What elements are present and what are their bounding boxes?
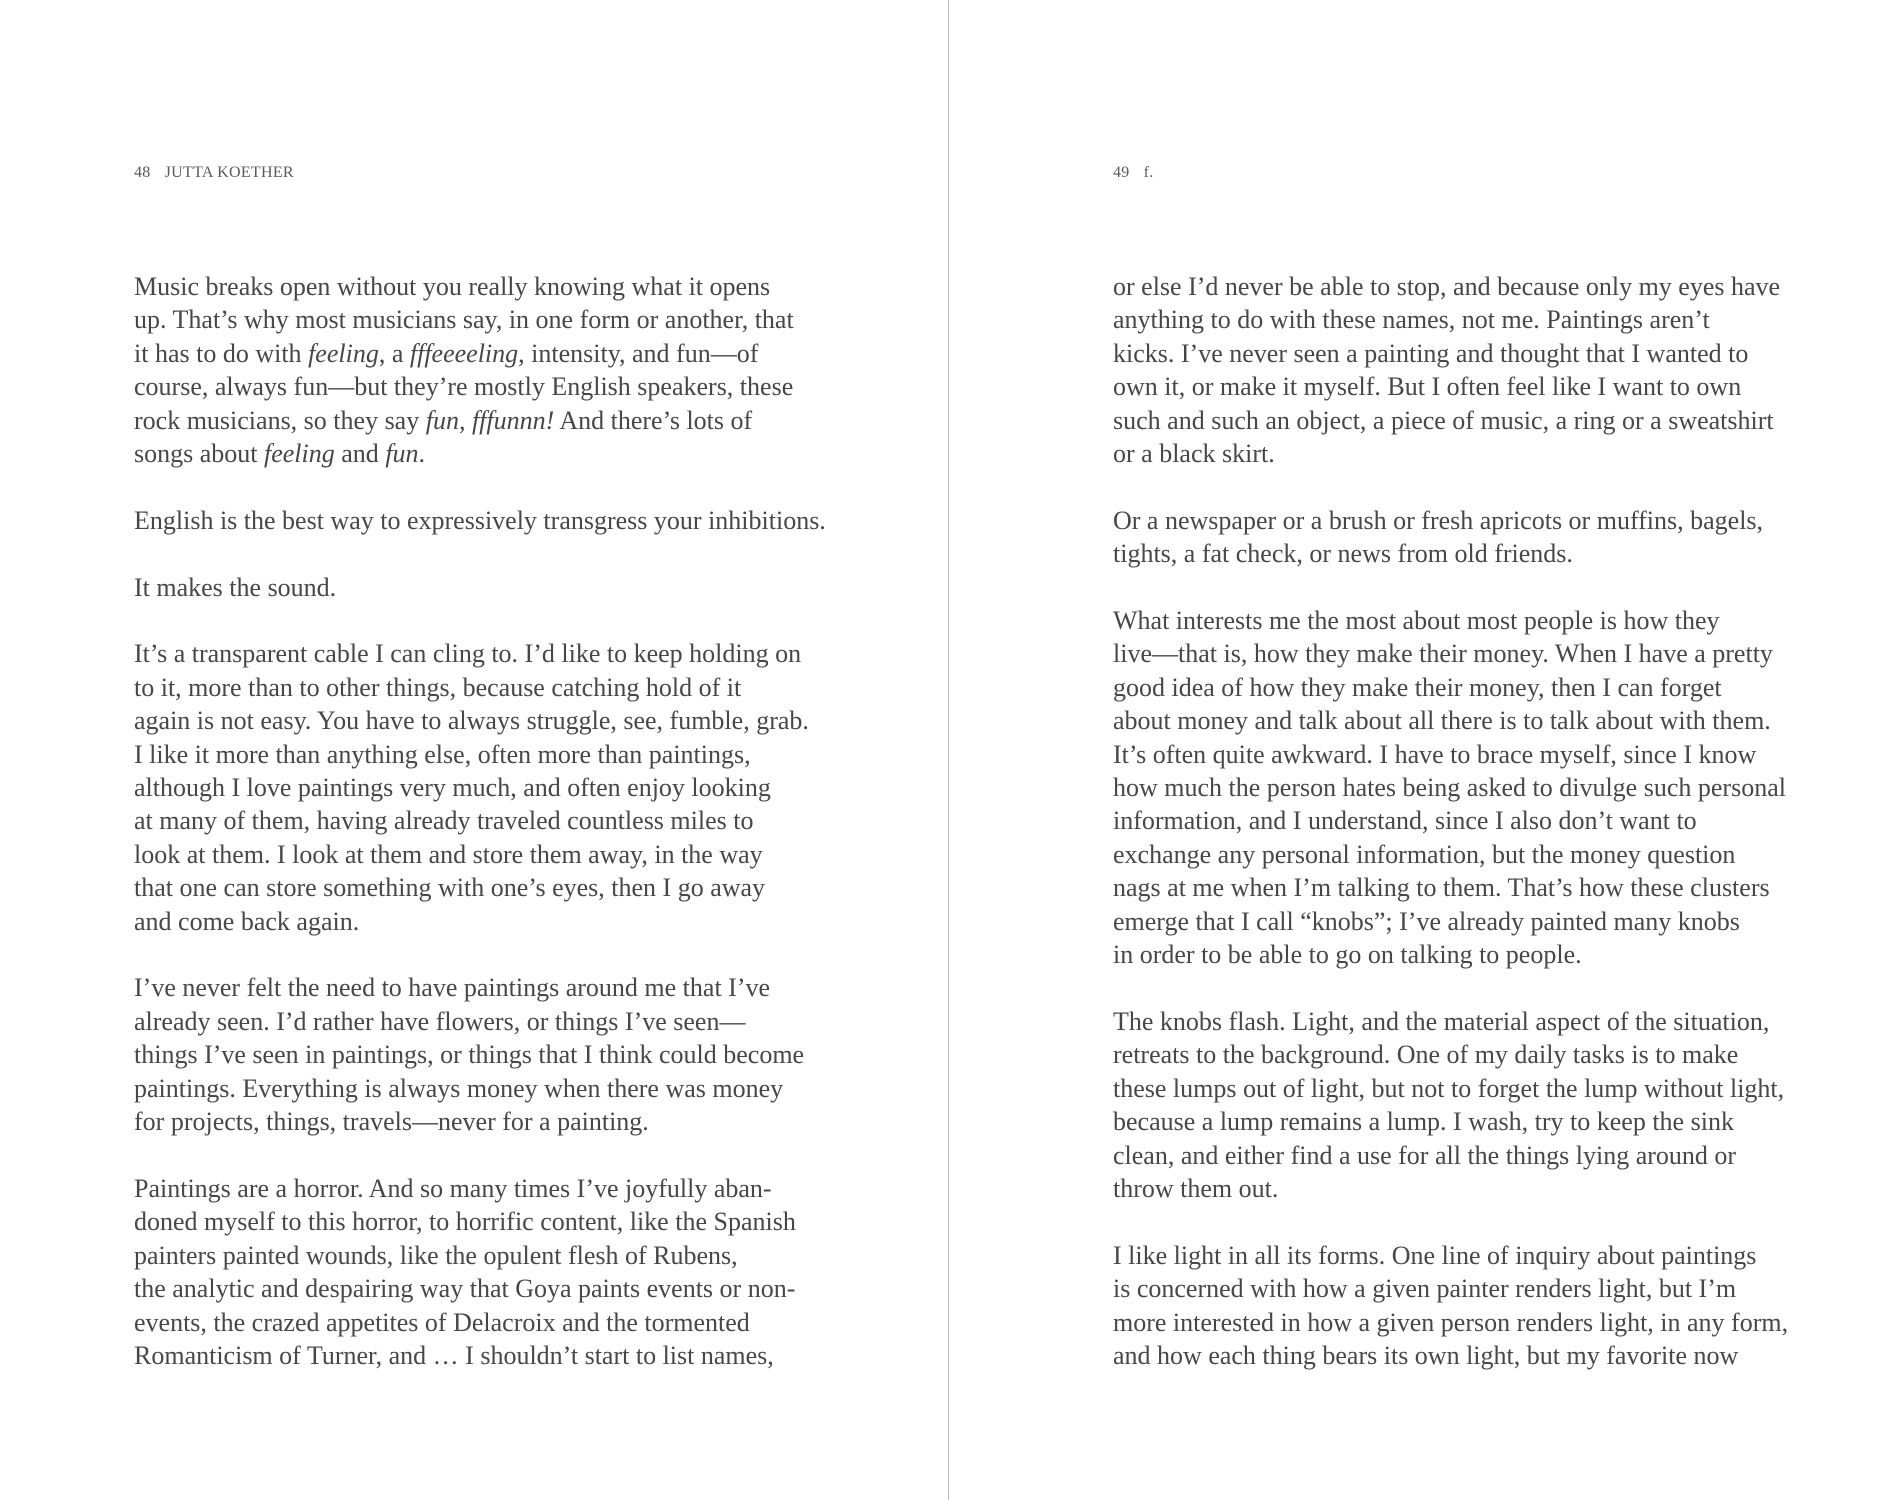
text-line: already seen. I’d rather have flowers, or things I’ve seen— (134, 1006, 746, 1036)
text-line: look at them. I look at them and store them away, in the way (134, 839, 763, 869)
text-line: although I love paintings very much, and often enjoy looking (134, 773, 771, 803)
italic-word: fun, fffunnn! (425, 405, 555, 435)
right-page (949, 0, 1894, 1500)
text-line: I like light in all its forms. One line of inquiry about paintings (1113, 1240, 1757, 1270)
text-line: information, and I understand, since I also don’t want to (1113, 806, 1697, 836)
text-line: about money and talk about all there is to talk about with them. (1113, 706, 1771, 736)
text-line (134, 437, 794, 470)
right-page-body (1113, 270, 1789, 1406)
text-line: It’s a transparent cable I can cling to. I’d like to keep holding on (134, 639, 802, 669)
text-line: that one can store something with one’s eyes, then I go away (134, 873, 766, 903)
text-line: the analytic and despairing way that Goya paints events or non- (134, 1274, 796, 1304)
text-line: throw them out. (1113, 1173, 1279, 1203)
text-line: What interests me the most about most people is how they (1113, 606, 1720, 636)
text-line: painters painted wounds, like the opulent flesh of Rubens, (134, 1240, 738, 1270)
text-line: exchange any personal information, but the money question (1113, 839, 1736, 869)
text-line: It’s often quite awkward. I have to brace myself, since I know (1113, 739, 1757, 769)
paragraph-4 (134, 637, 809, 938)
text-line: and come back again. (134, 906, 360, 936)
text-line: things I’ve seen in paintings, or things that I think could become (134, 1040, 805, 1070)
running-head-right (1113, 164, 1154, 182)
running-head-left (134, 164, 294, 182)
text-line: these lumps out of light, but not to forget the lump without light, (1113, 1073, 1785, 1103)
text-line: I like it more than anything else, often more than paintings, (134, 739, 751, 769)
text-line: more interested in how a given person renders light, in any form, (1113, 1307, 1789, 1337)
text-line: Or a newspaper or a brush or fresh apricots or muffins, bagels, (1113, 505, 1764, 535)
text-line: kicks. I’ve never seen a painting and thought that I wanted to (1113, 338, 1749, 368)
paragraph-3 (134, 571, 794, 604)
text-line: or a black skirt. (1113, 439, 1275, 469)
paragraph-5 (134, 971, 805, 1138)
text-line (134, 404, 794, 437)
text-line: The knobs flash. Light, and the material aspect of the situation, (1113, 1006, 1770, 1036)
text-line: paintings. Everything is always money when there was money (134, 1073, 784, 1103)
text-line: emerge that I call “knobs”; I’ve already painted many knobs (1113, 906, 1740, 936)
text-line: how much the person hates being asked to divulge such personal (1113, 773, 1786, 803)
text-line (134, 337, 794, 370)
text-run: . (418, 439, 426, 469)
italic-word: feeling (264, 439, 335, 469)
running-head-title: f. (1143, 164, 1154, 181)
text-line: anything to do with these names, not me. Paintings aren’t (1113, 305, 1710, 335)
text-line: in order to be able to go on talking to people. (1113, 940, 1582, 970)
paragraph-2 (134, 504, 826, 537)
text-run: songs about (134, 439, 264, 469)
running-head-author: JUTTA KOETHER (164, 164, 294, 181)
text-line: to it, more than to other things, because catching hold of it (134, 672, 742, 702)
text-run: and (334, 439, 386, 469)
text-line: live—that is, how they make their money. When I have a pretty (1113, 639, 1773, 669)
paragraph-1 (134, 270, 794, 470)
italic-word: fun (385, 439, 419, 469)
text-line: course, always fun—but they’re mostly English speakers, these (134, 372, 794, 402)
text-line: doned myself to this horror, to horrific content, like the Spanish (134, 1207, 796, 1237)
text-line: Music breaks open without you really knowing what it opens (134, 272, 771, 301)
text-line: such and such an object, a piece of music, a ring or a sweatshirt (1113, 405, 1774, 435)
left-page-body (134, 270, 826, 1406)
text-line: at many of them, having already traveled countless miles to (134, 806, 754, 836)
text-run: it has to do with (134, 338, 309, 368)
paragraph-7 (1113, 270, 1781, 470)
text-line: tights, a fat check, or news from old friends. (1113, 539, 1573, 569)
text-line: retreats to the background. One of my daily tasks is to make (1113, 1040, 1739, 1070)
text-line: up. That’s why most musicians say, in one form or another, that (134, 305, 794, 335)
text-line: again is not easy. You have to always struggle, see, fumble, grab. (134, 706, 809, 736)
text-line: or else I’d never be able to stop, and because only my eyes have (1113, 272, 1781, 301)
paragraph-10 (1113, 1005, 1785, 1205)
text-run: rock musicians, so they say (134, 405, 426, 435)
paragraph-11 (1113, 1239, 1789, 1373)
italic-word: fffeeeeling (409, 338, 519, 368)
text-line: and how each thing bears its own light, but my favorite now (1113, 1340, 1739, 1370)
text-line: events, the crazed appetites of Delacroix and the tormented (134, 1307, 750, 1337)
paragraph-6 (134, 1172, 794, 1372)
paragraph-8 (1113, 504, 1773, 571)
text-line: Romanticism of Turner, and … I shouldn’t start to list names, (134, 1340, 774, 1370)
text-run: , intensity, and fun—of (518, 338, 759, 368)
text-line: clean, and either find a use for all the things lying around or (1113, 1140, 1737, 1170)
text-line: for projects, things, travels—never for a painting. (134, 1107, 649, 1137)
text-line: It makes the sound. (134, 572, 337, 602)
text-run: , a (378, 338, 410, 368)
italic-word: feeling (308, 338, 379, 368)
text-line: is concerned with how a given painter renders light, but I’m (1113, 1274, 1737, 1304)
text-line: I’ve never felt the need to have paintings around me that I’ve (134, 973, 771, 1003)
text-line: because a lump remains a lump. I wash, try to keep the sink (1113, 1107, 1734, 1137)
text-run: And there’s lots of (554, 405, 753, 435)
page-number-left: 48 (134, 164, 151, 181)
paragraph-9 (1113, 604, 1786, 971)
page-number-right: 49 (1113, 164, 1130, 181)
text-line: good idea of how they make their money, then I can forget (1113, 672, 1722, 702)
text-line: English is the best way to expressively transgress your inhibitions. (134, 505, 826, 535)
text-line: nags at me when I’m talking to them. That’s how these clusters (1113, 873, 1770, 903)
text-line: Paintings are a horror. And so many times I’ve joyfully aban- (134, 1173, 772, 1203)
text-line: own it, or make it myself. But I often feel like I want to own (1113, 372, 1742, 402)
